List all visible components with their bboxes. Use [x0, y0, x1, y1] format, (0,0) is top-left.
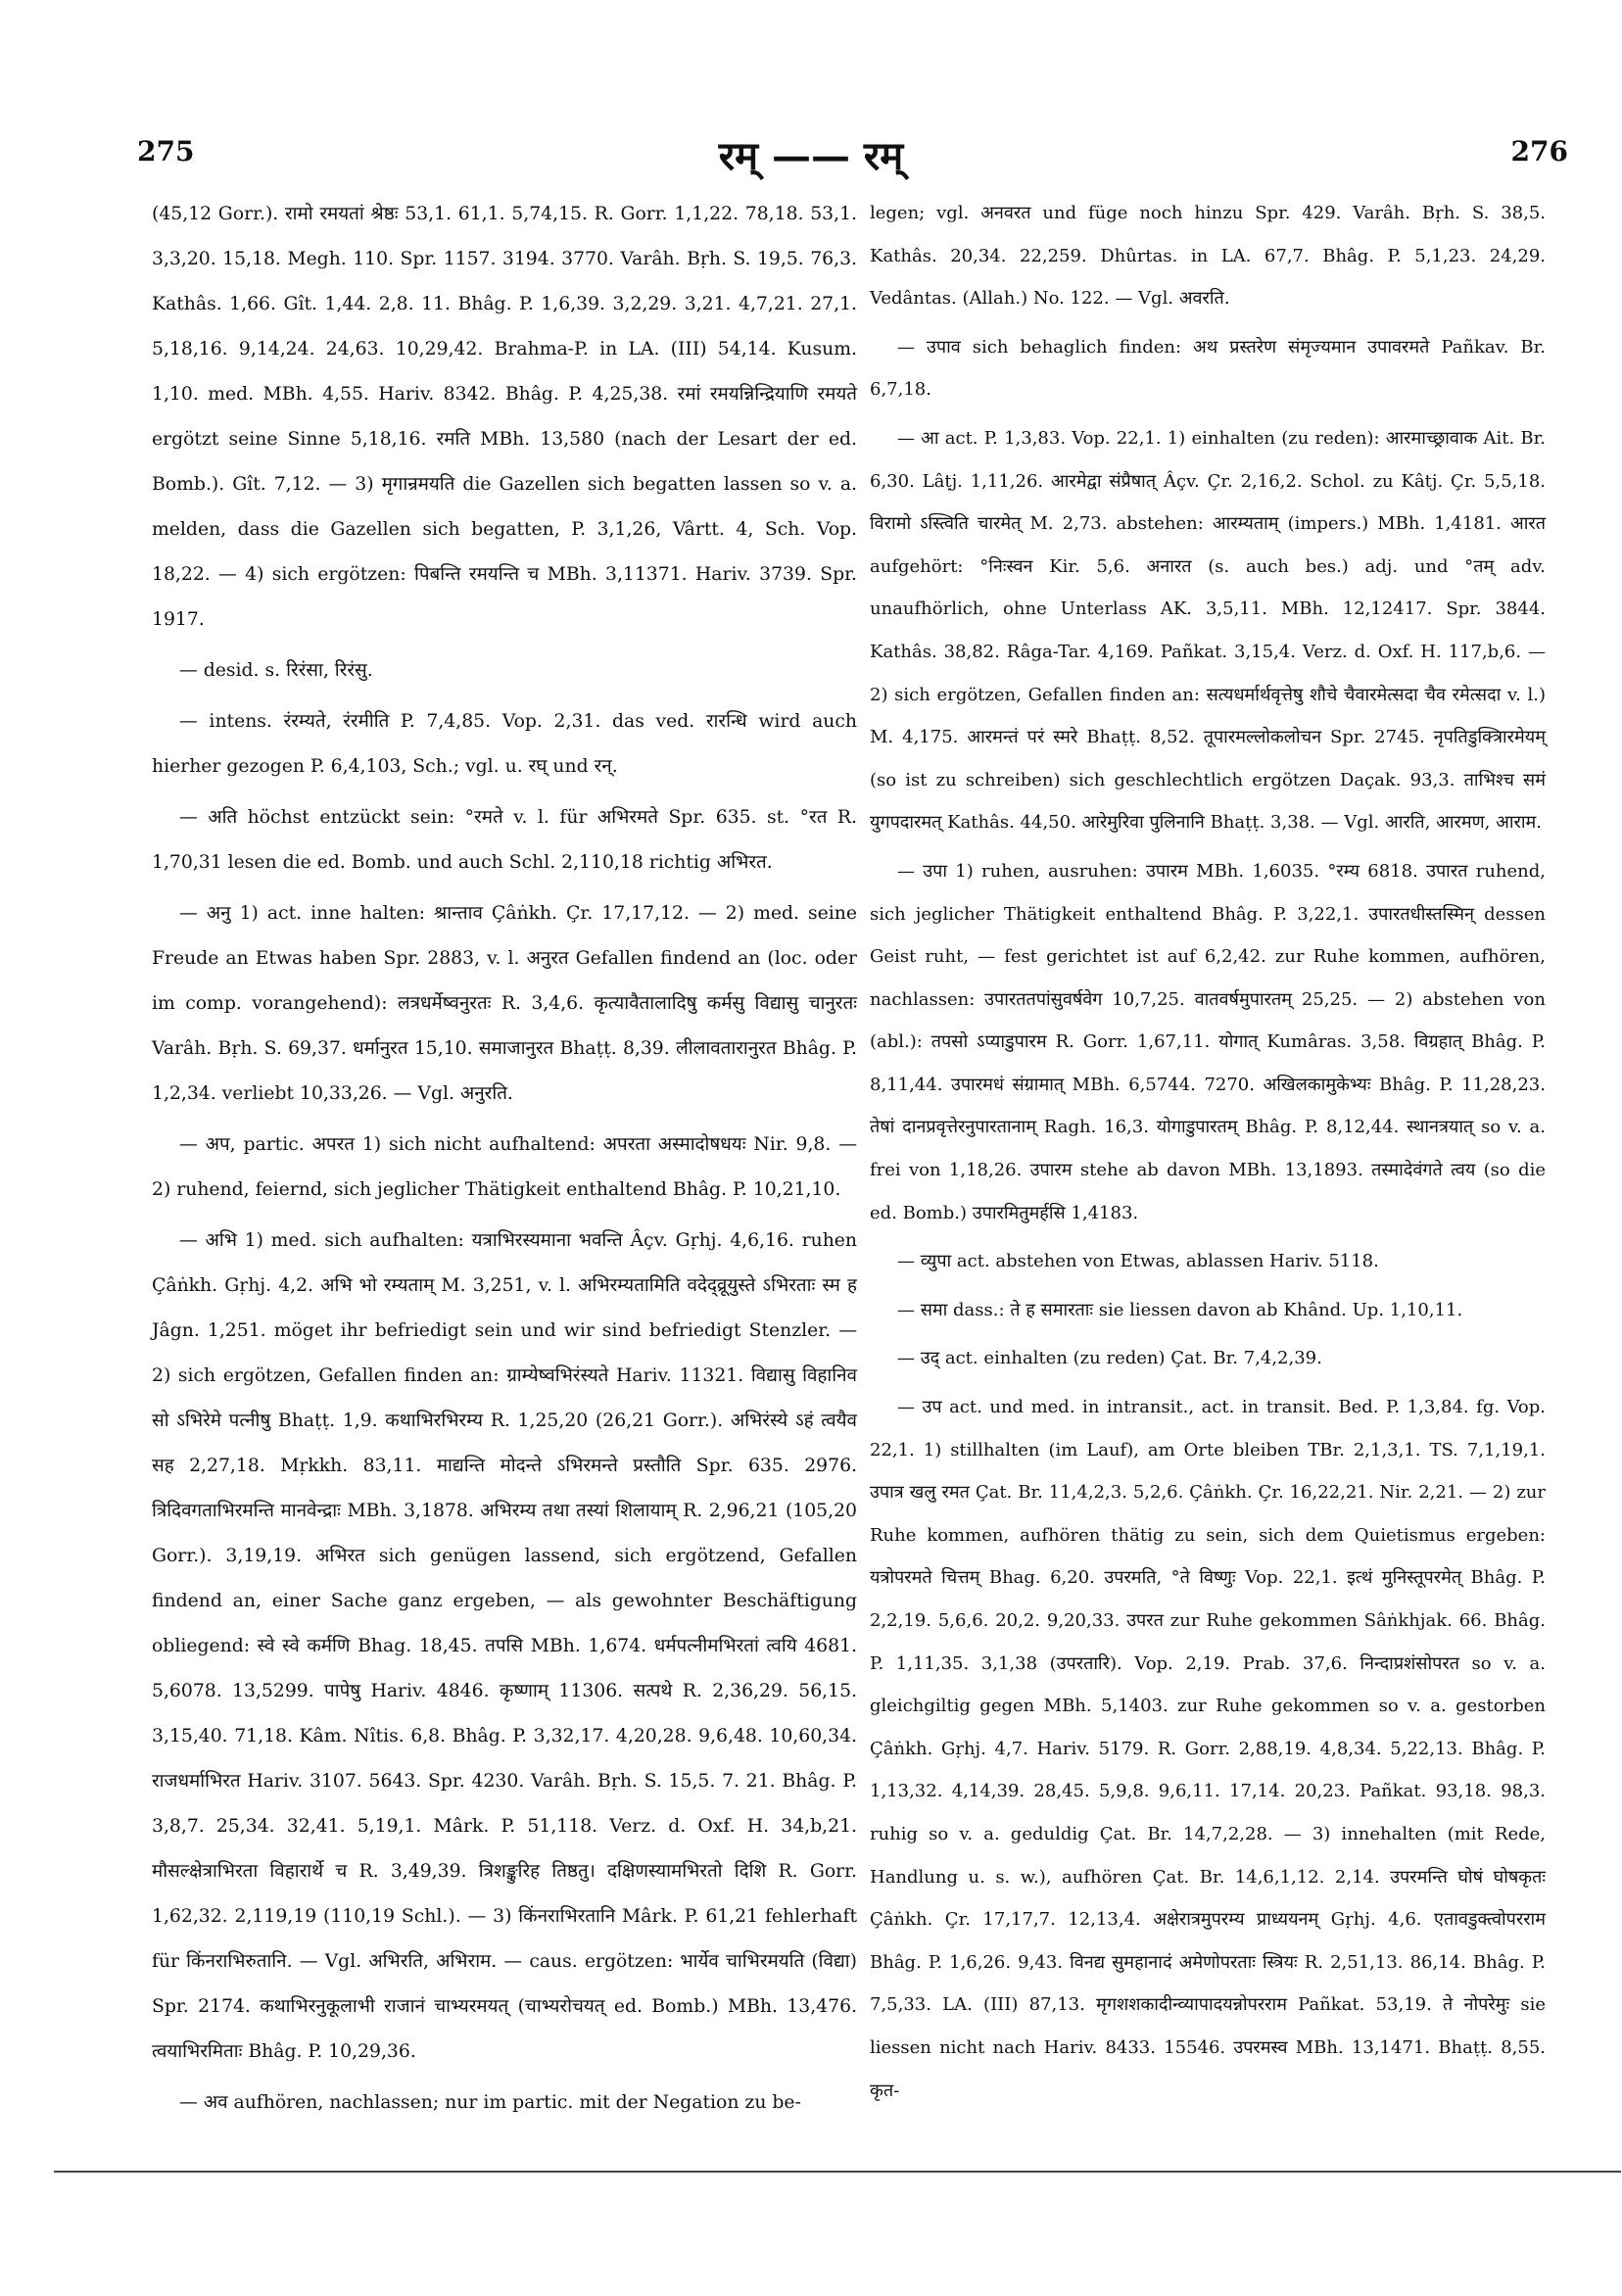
entry-paragraph: (45,12 Gorr.). रामो रमयतां श्रेष्ठः 53,1. 61,1. 5,74,15. R. Gorr. 1,1,22. 78,18. 53,1. 3,3,20. 15,18. Megh. 110. Spr. 1157. 3194. 3770. Varâh. Bṛh. S. 19,5. 76,3. Kathâs. 1,66. Gît. 1,44. 2,8. 11. Bhâg. P. 1,6,39. 3,2,29. 3,21. 4,7,21. 27,1. 5,18,16. 9,14,24. 24,63. 10,29,42. Brahma-P. in LA. (III) 54,14. Kusum. 1,10. med. MBh. 4,55. Hariv. 8342. Bhâg. P. 4,25,38. रमां रमयन्निन्द्रियाणि रमयते ergötzt seine Sinne 5,18,16. रमति MBh. 13,580 (nach der Lesart der ed. Bomb.). Gît. 7,12. — 3) मृगान्रमयति die Gazellen sich begatten lassen so v. a. melden, dass die Gazellen sich begatten, P. 3,1,26, Vârtt. 4, Sch. Vop. 18,22. — 4) sich ergötzen: पिबन्ति रमयन्ति च MBh. 3,11371. Hariv. 3739. Spr. 1917. [152, 204, 857, 630]
entry-paragraph: — अति höchst entzückt sein: °रमते v. l. für अभिरमते Spr. 635. st. °रत R. 1,70,31 lesen die ed. Bomb. und auch Schl. 2,110,18 richtig अभिरत. [152, 807, 857, 873]
page-number-left: 275 [137, 135, 195, 167]
entry-paragraph: — उपा 1) ruhen, ausruhen: उपारम MBh. 1,6035. °रम्य 6818. उपारत ruhend, sich jeglicher Thätigkeit enthaltend Bhâg. P. 3,22,1. उपारतधीस्तस्मिन् dessen Geist ruht, — fest gerichtet ist auf 6,2,42. zur Ruhe kommen, aufhören, nachlassen: उपारततपांसुवर्षवेग 10,7,25. वातवर्षमुपारतम् 25,25. — 2) abstehen von (abl.): तपसो ऽप्याडुपारम R. Gorr. 1,67,11. योगात् Kumâras. 3,58. विग्रहात् Bhâg. P. 8,11,44. उपारमधं संग्रामात् MBh. 6,5744. 7270. अखिलकामुकेभ्यः Bhâg. P. 11,28,23. तेषां दानप्रवृत्तेरनुपारतानाम् Ragh. 16,3. योगाडुपारतम् Bhâg. P. 8,12,44. स्थानत्रयात् so v. a. frei von 1,18,26. उपारम stehe ab davon MBh. 13,1893. तस्मादेवंगते त्वय (so die ed. Bomb.) उपारमितुमर्हसि 1,4183. [870, 860, 1546, 1223]
page-header-title: रम् —— रम् [718, 133, 904, 179]
entry-paragraph: — intens. रंरम्यते, रंरमीति P. 7,4,85. Vop. 2,31. das ved. रारन्धि wird auch hierher gezogen P. 6,4,103, Sch.; vgl. u. रघ् und रन्. [152, 711, 857, 777]
entry-paragraph: — आ act. P. 1,3,83. Vop. 22,1. 1) einhalten (zu reden): आरमाच्छ्रावाक Ait. Br. 6,30. Lâṭj. 1,11,26. आरमेद्वा संप्रैषात् Âçv. Çr. 2,16,2. Schol. zu Kâtj. Çr. 5,5,18. विरामो ऽस्त्विति चारमेत् M. 2,73. abstehen: आरम्यताम् (impers.) MBh. 1,4181. आरत aufgehört: °निःस्वन Kir. 5,6. अनारत (s. auch bes.) adj. und °तम् adv. unaufhörlich, ohne Unterlass AK. 3,5,11. MBh. 12,12417. Spr. 3844. Kathâs. 38,82. Râga-Tar. 4,169. Pañkat. 3,15,4. Verz. d. Oxf. H. 117,b,6. — 2) sich ergötzen, Gefallen finden an: सत्यधर्मार्थवृत्तेषु शौचे चैवारमेत्सदा चैव रमेत्सदा v. l.) M. 4,175. आरमन्तं परं स्मरे Bhaṭṭ. 8,52. तूपारमल्लोकलोचन Spr. 2745. नृपतिडुक्त्रिारमेयम् (so ist zu schreiben) sich geschlechtlich ergötzen Daçak. 93,3. ताभिश्च समं युगपदारमत् Kathâs. 44,50. आरेमुरिवा पुलिनानि Bhaṭṭ. 3,38. — Vgl. आरति, आरमण, आराम. [870, 427, 1546, 834]
entry-paragraph: — उपाव sich behaglich finden: अथ प्रस्तरेण संमृज्यमान उपावरमते Pañkav. Br. 6,7,18. [870, 336, 1546, 401]
entry-paragraph: — अव aufhören, nachlassen; nur im partic. mit der Negation zu be- [179, 2092, 801, 2113]
entry-paragraph: — व्युपा act. abstehen von Etwas, ablassen Hariv. 5118. [897, 1251, 1379, 1272]
page-number-right: 276 [1510, 135, 1568, 167]
entry-paragraph: — अनु 1) act. inne halten: श्रान्ताव Çâṅkh. Çr. 17,17,12. — 2) med. seine Freude an Etwas haben Spr. 2883, v. l. अनुरत Gefallen findend an (loc. oder im comp. vorangehend): लत्रधर्मेष्वनुरतः R. 3,4,6. कृत्यावैतालादिषु कर्मसु विद्यासु चानुरतः Varâh. Bṛh. S. 69,37. धर्मानुरत 15,10. समाजानुरत Bhaṭṭ. 8,39. लीलावतारानुरत Bhâg. P. 1,2,34. verliebt 10,33,26. — Vgl. अनुरति. [152, 903, 857, 1104]
entry-paragraph: — अप, partic. अपरत 1) sich nicht aufhaltend: अपरता अस्मादोषधयः Nir. 9,8. — 2) ruhend, feiernd, sich jeglicher Thätigkeit enthaltend Bhâg. P. 10,21,10. [152, 1134, 857, 1200]
entry-paragraph: — उप act. und med. in intransit., act. in transit. Bed. P. 1,3,84. fg. Vop. 22,1. 1) stillhalten (im Lauf), am Orte bleiben TBr. 2,1,3,1. TS. 7,1,19,1. उपात्र खलु रमत Çat. Br. 11,4,2,3. 5,2,6. Çâṅkh. Çr. 16,22,21. Nir. 2,21. — 2) zur Ruhe kommen, aufhören thätig zu sein, sich dem Quietismus ergeben: यत्रोपरमते चित्तम् Bhag. 6,20. उपरमति, °ते विष्णुः Vop. 22,1. इत्थं मुनिस्तूपरमेत् Bhâg. P. 2,2,19. 5,6,6. 20,2. 9,20,33. उपरत zur Ruhe gekommen Sâṅkhjak. 66. Bhâg. P. 1,11,35. 3,1,38 (उपरतारि). Vop. 2,19. Prab. 37,6. निन्दाप्रशंसोपरत so v. a. gleichgiltig gegen MBh. 5,1403. zur Ruhe gekommen so v. a. gestorben Çâṅkh. Gṛhj. 4,7. Hariv. 5179. R. Gorr. 2,88,19. 4,8,34. 5,22,13. Bhâg. P. 1,13,32. 4,14,39. 28,45. 5,9,8. 9,6,11. 17,14. 20,23. Pañkat. 93,18. 98,3. ruhig so v. a. geduldig Çat. Br. 14,7,2,28. — 3) innehalten (mit Rede, Handlung u. s. w.), aufhören Çat. Br. 14,6,1,12. 2,14. उपरमन्ति घोषं घोषकृतः Çâṅkh. Çr. 17,17,7. 12,13,4. अक्षेरात्रमुपरम्य प्राध्ययनम् Gṛhj. 4,6. एतावडुक्त्वोपरराम Bhâg. P. 1,6,26. 9,43. विनद्य सुमहानादं अमेणोपरताः स्त्रियः R. 2,51,13. 86,14. Bhâg. P. 7,5,33. LA. (III) 87,13. मृगशशकादीन्व्यापादयन्नोपरराम Pañkat. 53,19. ते नोपरेमुः sie liessen nicht nach Hariv. 8433. 15546. उपरमस्व MBh. 13,1471. Bhaṭṭ. 8,55. कृत- [870, 1397, 1546, 2101]
entry-paragraph: — desid. s. रिरंसा, रिरंसु. [179, 660, 373, 681]
entry-paragraph: — समा dass.: ते ह समारताः sie liessen davon ab Khând. Up. 1,10,11. [897, 1299, 1463, 1320]
entry-paragraph: — उद् act. einhalten (zu reden) Çat. Br. 7,4,2,39. [897, 1348, 1322, 1369]
left-column [152, 192, 857, 2126]
entry-paragraph: legen; vgl. अनवरत und füge noch hinzu Spr. 429. Varâh. Bṛh. S. 38,5. Kathâs. 20,34. 22,259. Dhûrtas. in LA. 67,7. Bhâg. P. 5,1,23. 24,29. Vedântas. (Allah.) No. 122. — Vgl. अवरति. [870, 203, 1546, 310]
right-column [870, 192, 1546, 2112]
entry-paragraph: — अभि 1) med. sich aufhalten: यत्राभिरस्यमाना भवन्ति Âçv. Gṛhj. 4,6,16. ruhen Çâṅkh. Gṛhj. 4,2. अभि भो रम्यताम् M. 3,251, v. l. अभिरम्यतामिति वदेद्व्रूयुस्ते ऽभिरताः स्म ह Jâgn. 1,251. möget ihr befriedigt sein und wir sind befriedigt Stenzler. — 2) sich ergötzen, Gefallen finden an: ग्राम्येष्वभिरंस्यते Hariv. 11321. विद्यासु विहानिव सो ऽभिरेमे पत्नीषु Bhaṭṭ. 1,9. कथाभिरभिरम्य R. 1,25,20 (26,21 Gorr.). अभिरंस्ये ऽहं त्वयैव सह 2,27,18. Mṛkkh. 83,11. माद्यन्ति मोदन्ते ऽभिरमन्ते प्रस्तौति Spr. 635. 2976. त्रिदिवगताभिरमन्ति मानवेन्द्राः MBh. 3,1878. अभिरम्य तथा तस्यां शिलायाम् R. 2,96,21 (105,20 Gorr.). 3,19,19. अभिरत sich genügen lassend, sich ergötzend, Gefallen findend an, einer Sache ganz ergeben, — als gewohnter Beschäftigung obliegend: स्वे स्वे कर्मणि Bhag. 18,45. तपसि MBh. 1,674. धर्मपत्नीमभिरतां त्वयि 4681. 5,6078. 13,5299. पापेषु Hariv. 4846. कृष्णाम् 11306. सत्पथे R. 2,36,29. 56,15. 3,15,40. 71,18. Kâm. Nîtis. 6,8. Bhâg. P. 3,32,17. 4,20,28. 9,6,48. 10,60,34. राजधर्माभिरत Hariv. 3107. 5643. Spr. 4230. Varâh. Bṛh. S. 15,5. 7. 21. Bhâg. P. 3,8,7. 25,34. 32,41. 5,19,1. Mârk. P. 51,118. Verz. d. Oxf. H. 34,b,21. मौसल्क्षेत्राभिरता विहारार्थे च R. 3,49,39. त्रिशङ्कुरिह तिष्ठतु। दक्षिणस्यामभिरतो दिशि R. Gorr. 1,62,32. 2,119,19 (110,19 Schl.). — 3) किंनराभिरतानि Mârk. P. 61,21 fehlerhaft für किंनराभिरुतानि. — Vgl. अभिरति, अभिराम. — caus. ergötzen: भार्येव चाभिरमयति (विद्या) Spr. 2174. कथाभिरनुकूलाभी राजानं चाभ्यरमयत् (चाभ्यरोचयत् ed. Bomb.) MBh. 13,476. त्वयाभिरमिताः Bhâg. P. 10,29,36. [152, 1230, 857, 2062]
bottom-rule [54, 2171, 1621, 2173]
